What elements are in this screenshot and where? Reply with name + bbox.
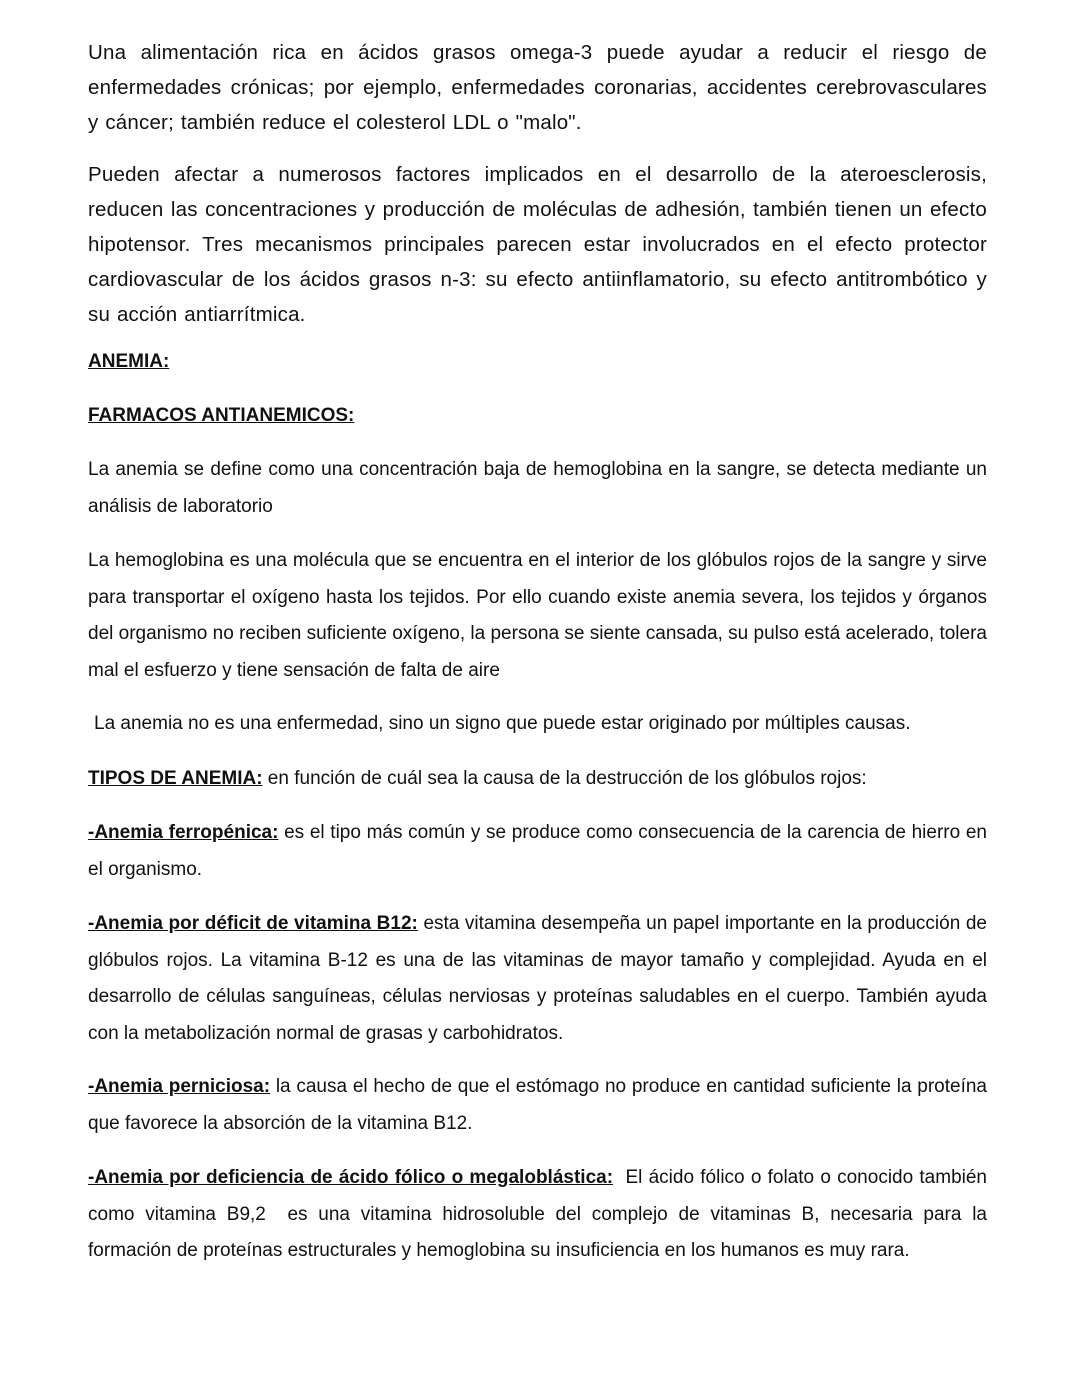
type-text: El ácido fólico o folato o conocido también como vitamina B9,2 es una vitamina hidrosoluble del complejo de vitaminas B, necesaria para la formación de proteínas estructurales y hemoglobina su insuficiencia en los humanos es muy rara. xyxy=(88,1167,993,1261)
heading-farmacos: FARMACOS ANTIANEMICOS: xyxy=(88,405,355,426)
paragraph-omega-mechanisms: Pueden afectar a numerosos factores implicados en el desarrollo de la ateroesclerosis, reducen las concentraciones y producción de moléculas de adhesión, también tienen un efecto hipotensor. Tres mecanismos principales parecen estar involucrados en el efecto protector cardiovascular de los ácidos grasos n-3: su efecto antiinflamatorio, su efecto antitrombótico y su acción antiarrítmica. xyxy=(88,163,987,326)
type-label: -Anemia por deficiencia de ácido fólico o megaloblástica: xyxy=(88,1167,614,1188)
paragraph-not-disease: La anemia no es una enfermedad, sino un signo que puede estar originado por múltiples causas. xyxy=(94,713,911,734)
types-intro xyxy=(88,761,987,798)
type-item-folic xyxy=(88,1160,993,1270)
type-label: -Anemia perniciosa: xyxy=(88,1076,271,1097)
type-item-ferropenica xyxy=(88,815,987,888)
types-label: TIPOS DE ANEMIA: xyxy=(88,768,263,789)
type-text: la causa el hecho de que el estómago no produce en cantidad suficiente la proteína que favorece la absorción de la vitamina B12. xyxy=(88,1076,987,1134)
type-item-b12 xyxy=(88,906,987,1052)
types-text: en función de cuál sea la causa de la destrucción de los glóbulos rojos: xyxy=(262,768,867,789)
heading-anemia: ANEMIA: xyxy=(88,351,170,372)
type-text: esta vitamina desempeña un papel importante en la producción de glóbulos rojos. La vitamina B-12 es una de las vitaminas de mayor tamaño y complejidad. Ayuda en el desarrollo de células sanguíneas, células nerviosas y proteínas saludables en el cuerpo. También ayuda con la metabolización normal de grasas y carbohidratos. xyxy=(88,913,988,1044)
paragraph-anemia-definition: La anemia se define como una concentración baja de hemoglobina en la sangre, se detecta mediante un análisis de laboratorio xyxy=(88,459,987,517)
type-item-perniciosa xyxy=(88,1069,987,1142)
paragraph-hemoglobin: La hemoglobina es una molécula que se encuentra en el interior de los glóbulos rojos de la sangre y sirve para transportar el oxígeno hasta los tejidos. Por ello cuando existe anemia severa, los tejidos y órganos del organismo no reciben suficiente oxígeno, la persona se siente cansada, su pulso está acelerado, tolera mal el esfuerzo y tiene sensación de falta de aire xyxy=(88,550,987,681)
type-label: -Anemia por déficit de vitamina B12: xyxy=(88,913,418,934)
type-label: -Anemia ferropénica: xyxy=(88,822,279,843)
paragraph-omega-intro: Una alimentación rica en ácidos grasos omega-3 puede ayudar a reducir el riesgo de enfermedades crónicas; por ejemplo, enfermedades coronarias, accidentes cerebrovasculares y cáncer; también reduce el colesterol LDL o "malo". xyxy=(88,41,987,134)
type-text: es el tipo más común y se produce como consecuencia de la carencia de hierro en el organismo. xyxy=(88,822,987,880)
